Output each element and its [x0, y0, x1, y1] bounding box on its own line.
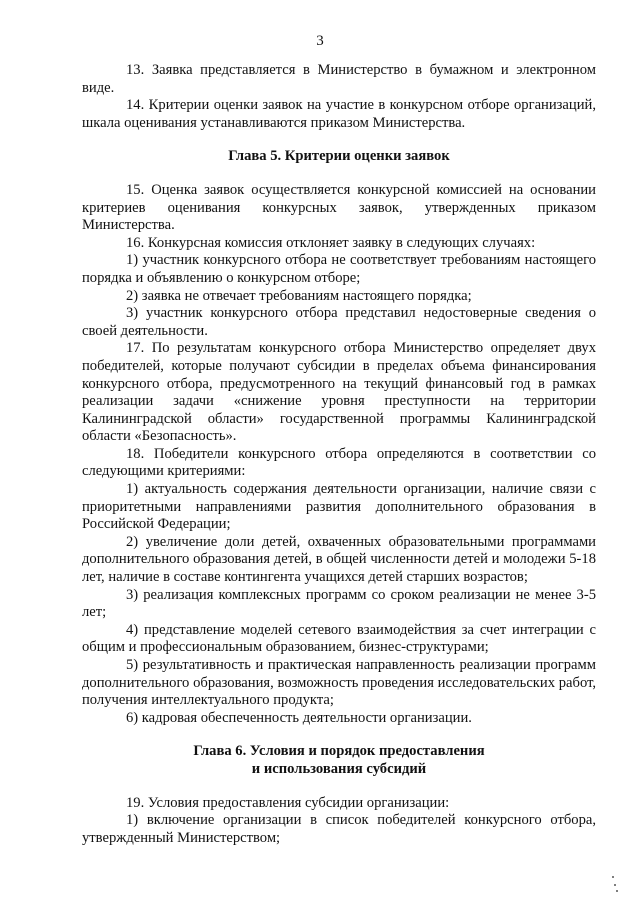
chapter-6-heading-line-2: и использования субсидий — [251, 760, 427, 777]
paragraph-18-item-2: 2) увеличение доли детей, охваченных образовательными программами дополнительного образования детей, в общей численности детей и молодежи 5-18 лет, наличие в составе контингента учащихся детей старших возрастов; — [82, 533, 596, 586]
paragraph-16-item-3: 3) участник конкурсного отбора представил недостоверные сведения о своей деятельности. — [82, 305, 596, 339]
document-body — [82, 62, 596, 847]
chapter-6-heading-line-1: Глава 6. Условия и порядок предоставления — [193, 743, 485, 760]
paragraph-16-item-2: 2) заявка не отвечает требованиям настоящего порядка; — [126, 287, 472, 304]
paragraph-16: 16. Конкурсная комиссия отклоняет заявку в следующих случаях: — [126, 234, 536, 251]
paragraph-14: 14. Критерии оценки заявок на участие в конкурсном отборе организаций, шкала оценивания устанавливаются приказом Министерства. — [82, 97, 596, 131]
paragraph-18-item-6: 6) кадровая обеспеченность деятельности организации. — [126, 709, 472, 726]
paragraph-13: 13. Заявка представляется в Министерство в бумажном и электронном виде. — [82, 62, 596, 96]
scan-speck — [616, 890, 618, 892]
paragraph-16-item-1: 1) участник конкурсного отбора не соответствует требованиям настоящего порядка и объявлению о конкурсном отборе; — [82, 252, 596, 286]
chapter-5-heading: Глава 5. Критерии оценки заявок — [228, 148, 450, 165]
paragraph-18-item-5: 5) результативность и практическая направленность реализации программ дополнительного образования, возможность проведения исследовательских работ, получения интеллектуального продукта; — [82, 657, 596, 709]
paragraph-18-item-3: 3) реализация комплексных программ со сроком реализации не менее 3-5 лет; — [82, 586, 596, 621]
paragraph-19-item-1: 1) включение организации в список победителей конкурсного отбора, утвержденный Министерством; — [82, 812, 596, 846]
paragraph-19: 19. Условия предоставления субсидии организации: — [126, 794, 450, 811]
paragraph-18-item-1: 1) актуальность содержания деятельности организации, наличие связи с приоритетными направлениями развития дополнительного образования в Российской Федерации; — [82, 481, 596, 533]
page-number: 3 — [316, 33, 324, 49]
paragraph-15: 15. Оценка заявок осуществляется конкурсной комиссией на основании критериев оценивания конкурсных заявок, утвержденных приказом Министерства. — [82, 181, 596, 234]
paragraph-18-item-4: 4) представление моделей сетевого взаимодействия за счет интеграции с общим и профессиональным образованием, бизнес-структурами; — [82, 621, 596, 656]
scan-speck — [612, 876, 614, 878]
scan-speck — [614, 884, 616, 886]
paragraph-18: 18. Победители конкурсного отбора определяются в соответствии со следующими критериями: — [82, 445, 596, 480]
paragraph-17: 17. По результатам конкурсного отбора Министерство определяет двух победителей, которые получают субсидии в пределах объема финансирования конкурсного отбора, предусмотренного на текущий финансовый год в рамках реализации задачи «снижение уровня преступности на территории Калининградской области» государственной программы Калининградской области «Безопасность». — [82, 340, 596, 445]
